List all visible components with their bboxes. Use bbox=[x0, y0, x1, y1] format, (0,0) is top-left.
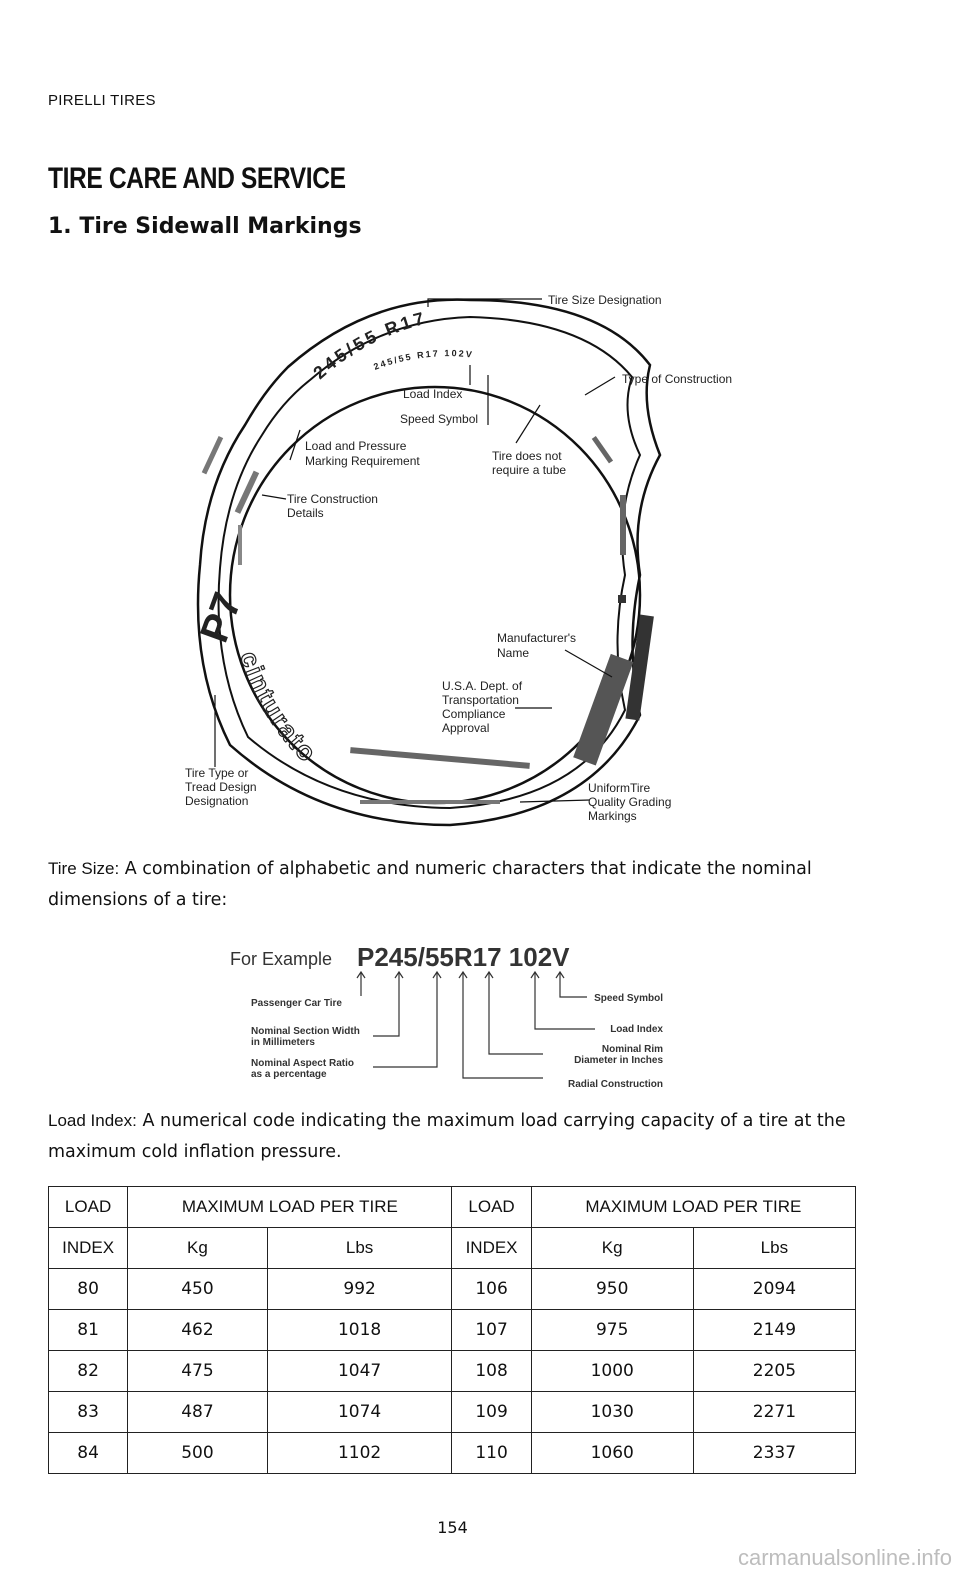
callout-tread-design-1: Tire Type or bbox=[185, 766, 249, 780]
table-cell: 107 bbox=[452, 1310, 531, 1351]
table-cell: 992 bbox=[267, 1269, 452, 1310]
subsection-title: 1. Tire Sidewall Markings bbox=[48, 214, 362, 239]
watermark-text: carmanualsonline.info bbox=[737, 1545, 952, 1570]
example-width-label-1: Nominal Section Width bbox=[251, 1026, 360, 1037]
table-header-cell: LOAD bbox=[452, 1187, 531, 1228]
sidewall-marks bbox=[202, 436, 654, 804]
example-passenger-label: Passenger Car Tire bbox=[251, 998, 342, 1009]
tire-size-paragraph bbox=[48, 853, 888, 916]
example-aspect-label-2: as a percentage bbox=[251, 1069, 327, 1080]
table-header-cell: Kg bbox=[531, 1228, 693, 1269]
example-rim-label-1: Nominal Rim bbox=[601, 1044, 663, 1055]
table-cell: 1060 bbox=[531, 1433, 693, 1474]
callout-tread-design-3: Designation bbox=[185, 794, 249, 808]
load-index-term: Load Index: bbox=[48, 1111, 137, 1130]
table-cell: 450 bbox=[128, 1269, 268, 1310]
table-cell: 2337 bbox=[693, 1433, 855, 1474]
callout-speed-symbol: Speed Symbol bbox=[400, 412, 479, 426]
table-cell: 487 bbox=[128, 1392, 268, 1433]
callout-construction-details-2: Details bbox=[287, 506, 324, 520]
table-cell: 462 bbox=[128, 1310, 268, 1351]
callout-construction-details-1: Tire Construction bbox=[287, 492, 378, 506]
running-header: PIRELLI TIRES bbox=[48, 92, 156, 109]
table-cell: 83 bbox=[49, 1392, 128, 1433]
table-row bbox=[49, 1310, 856, 1351]
tire-size-term: Tire Size: bbox=[48, 859, 120, 878]
example-speed-label: Speed Symbol bbox=[594, 993, 663, 1004]
table-cell: 975 bbox=[531, 1310, 693, 1351]
table-cell: 80 bbox=[49, 1269, 128, 1310]
sidewall-brand-text: cinturato bbox=[234, 647, 324, 769]
table-header-cell: Lbs bbox=[267, 1228, 452, 1269]
callout-construction-type: Type of Construction bbox=[622, 372, 733, 386]
table-cell: 2271 bbox=[693, 1392, 855, 1433]
table-row bbox=[49, 1351, 856, 1392]
table-cell: 84 bbox=[49, 1433, 128, 1474]
callout-dot-3: Compliance bbox=[442, 707, 506, 721]
table-header-row bbox=[49, 1187, 856, 1228]
example-rim-label-2: Diameter in Inches bbox=[574, 1055, 663, 1066]
table-cell: 109 bbox=[452, 1392, 531, 1433]
tire-sidewall-diagram bbox=[170, 285, 770, 840]
table-cell: 1047 bbox=[267, 1351, 452, 1392]
table-cell: 950 bbox=[531, 1269, 693, 1310]
table-cell: 110 bbox=[452, 1433, 531, 1474]
table-cell: 106 bbox=[452, 1269, 531, 1310]
callout-dot-4: Approval bbox=[442, 721, 490, 735]
example-width-label-2: in Millimeters bbox=[251, 1037, 315, 1048]
sidewall-model-text: P7 bbox=[192, 587, 251, 649]
table-cell: 1000 bbox=[531, 1351, 693, 1392]
example-pointer-lines bbox=[357, 972, 595, 1078]
table-header-cell: LOAD bbox=[49, 1187, 128, 1228]
table-cell: 2094 bbox=[693, 1269, 855, 1310]
callout-load-pressure-1: Load and Pressure bbox=[305, 439, 407, 453]
table-cell: 1030 bbox=[531, 1392, 693, 1433]
table-row bbox=[49, 1392, 856, 1433]
callout-manufacturer-1: Manufacturer's bbox=[497, 631, 576, 645]
table-cell: 1102 bbox=[267, 1433, 452, 1474]
table-cell: 81 bbox=[49, 1310, 128, 1351]
table-cell: 475 bbox=[128, 1351, 268, 1392]
load-index-table bbox=[48, 1186, 856, 1474]
sidewall-inner-size-text: 245/55 R17 102V bbox=[372, 348, 475, 372]
callout-dot-2: Transportation bbox=[442, 693, 519, 707]
table-cell: 1074 bbox=[267, 1392, 452, 1433]
callout-dot-1: U.S.A. Dept. of bbox=[442, 679, 523, 693]
table-cell: 108 bbox=[452, 1351, 531, 1392]
example-load-label: Load Index bbox=[610, 1024, 663, 1035]
callout-manufacturer-2: Name bbox=[497, 646, 530, 660]
callout-tubeless-2: require a tube bbox=[492, 463, 567, 477]
callout-load-pressure-2: Marking Requirement bbox=[305, 454, 420, 468]
table-row bbox=[49, 1433, 856, 1474]
table-header-cell: INDEX bbox=[452, 1228, 531, 1269]
table-header-cell: Lbs bbox=[693, 1228, 855, 1269]
table-header-cell: INDEX bbox=[49, 1228, 128, 1269]
table-cell: 2205 bbox=[693, 1351, 855, 1392]
load-index-text: A numerical code indicating the maximum load carrying capacity of a tire at the maximum cold inflation pressure. bbox=[48, 1111, 846, 1162]
sidewall-size-text: 245/55 R17 bbox=[309, 307, 429, 384]
table-header-cell: MAXIMUM LOAD PER TIRE bbox=[531, 1187, 855, 1228]
table-cell: 1018 bbox=[267, 1310, 452, 1351]
callout-size-designation: Tire Size Designation bbox=[548, 293, 662, 307]
table-header-cell: Kg bbox=[128, 1228, 268, 1269]
section-title: TIRE CARE AND SERVICE bbox=[48, 162, 346, 195]
callout-utqg-2: Quality Grading bbox=[588, 795, 672, 809]
tire-size-text: A combination of alphabetic and numeric characters that indicate the nominal dimensions of a tire: bbox=[48, 859, 812, 910]
page-number: 154 bbox=[437, 1518, 468, 1537]
table-row bbox=[49, 1269, 856, 1310]
table-cell: 2149 bbox=[693, 1310, 855, 1351]
table-header-cell: MAXIMUM LOAD PER TIRE bbox=[128, 1187, 452, 1228]
callout-utqg-3: Markings bbox=[588, 809, 637, 823]
example-code: P245/55R17 102V bbox=[357, 942, 570, 972]
example-radial-label: Radial Construction bbox=[567, 1079, 663, 1090]
table-cell: 82 bbox=[49, 1351, 128, 1392]
example-aspect-label-1: Nominal Aspect Ratio bbox=[251, 1058, 354, 1069]
callout-tread-design-2: Tread Design bbox=[185, 780, 257, 794]
callout-load-index: Load Index bbox=[403, 387, 463, 401]
callout-tubeless-1: Tire does not bbox=[492, 449, 562, 463]
tire-size-example-diagram bbox=[225, 932, 675, 1092]
example-prefix: For Example bbox=[230, 949, 333, 969]
table-cell: 500 bbox=[128, 1433, 268, 1474]
load-index-paragraph bbox=[48, 1105, 888, 1168]
table-subheader-row bbox=[49, 1228, 856, 1269]
callout-utqg-1: UniformTire bbox=[588, 781, 651, 795]
